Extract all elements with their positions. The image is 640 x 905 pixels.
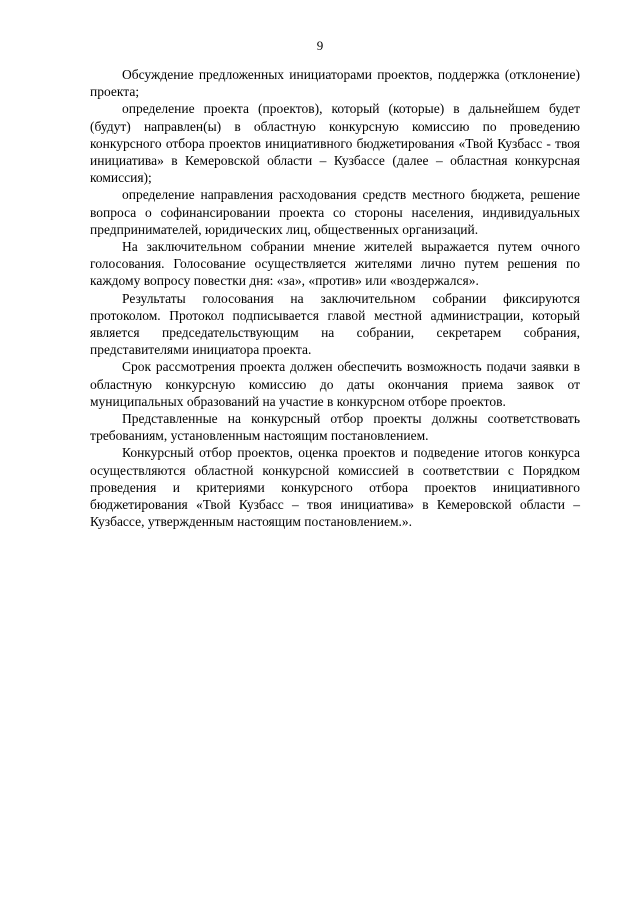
paragraph-discussion: Обсуждение предложенных инициаторами проектов, поддержка (отклонение) проекта; — [90, 67, 580, 100]
page-number: 9 — [316, 38, 324, 53]
paragraph-voting-results: Результаты голосования на заключительном собрании фиксируются протоколом. Протокол подписывается главой местной администрации, который является председательствующим на собрании, секретарем собрания, представителями инициатора проекта. — [90, 290, 580, 358]
paragraph-project-selection: определение проекта (проектов), который (которые) в дальнейшем будет (будут) направлен(ы) в областную конкурсную комиссию по проведению конкурсного отбора проектов инициативного бюджетирования «Твой Кузбасс - твоя инициатива» в Кемеровской области – Кузбассе (далее – областная конкурсная комиссия); — [90, 101, 580, 186]
paragraph-competitive-selection: Конкурсный отбор проектов, оценка проектов и подведение итогов конкурса осуществляются областной конкурсной комиссией в соответствии с Порядком проведения и критериями конкурсного отбора проектов инициативного бюджетирования «Твой Кузбасс – твоя инициатива» в Кемеровской области – Кузбассе, утвержденным настоящим постановлением.». — [90, 445, 580, 530]
paragraph-voting: На заключительном собрании мнение жителей выражается путем очного голосования. Голосование осуществляется жителями лично путем решения по каждому вопросу повестки дня: «за», «против» или «воздержался». — [90, 239, 580, 289]
document-body — [90, 66, 580, 530]
paragraph-review-period: Срок рассмотрения проекта должен обеспечить возможность подачи заявки в областную конкурсную комиссию до даты окончания приема заявок от муниципальных образований на участие в конкурсном отборе проектов. — [90, 359, 580, 409]
paragraph-requirements: Представленные на конкурсный отбор проекты должны соответствовать требованиям, установленным настоящим постановлением. — [90, 411, 580, 444]
paragraph-budget-direction: определение направления расходования средств местного бюджета, решение вопроса о софинансировании проекта со стороны населения, индивидуальных предпринимателей, юридических лиц, общественных организаций. — [90, 187, 580, 237]
